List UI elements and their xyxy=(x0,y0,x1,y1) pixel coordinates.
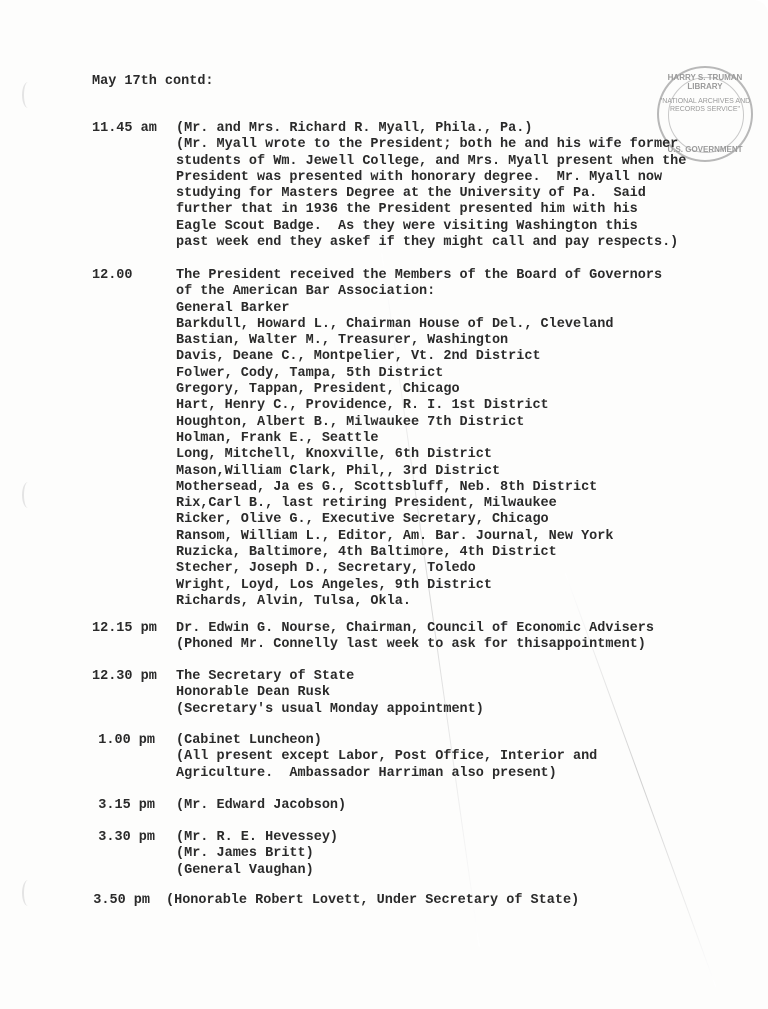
entry-line: (Phoned Mr. Connelly last week to ask for thisappointment) xyxy=(176,637,646,653)
punch-hole-mark xyxy=(22,880,34,906)
entry-line: (Mr. R. E. Hevessey) xyxy=(176,830,339,845)
entry-line: Eagle Scout Badge. As they were visiting Washington this xyxy=(176,218,638,234)
entry-line: Mason,William Clark, Phil,, 3rd District xyxy=(176,463,501,479)
entry-line: Hart, Henry C., Providence, R. I. 1st District xyxy=(176,398,549,414)
entry-line: (All present except Labor, Post Office, Interior and xyxy=(176,749,598,765)
entry-line: Barkdull, Howard L., Chairman House of Del., Cleveland xyxy=(176,316,614,332)
entry-line: Rix,Carl B., last retiring President, Milwaukee xyxy=(176,496,557,512)
entry-line: President was presented with honorary degree. Mr. Myall now xyxy=(176,169,663,185)
entry-line: Mothersead, Ja es G., Scottsbluff, Neb. 8th District xyxy=(176,479,598,495)
entry-line: Wright, Loyd, Los Angeles, 9th District xyxy=(176,577,492,593)
entry-line: Davis, Deane C., Montpelier, Vt. 2nd District xyxy=(176,349,541,365)
entry-line: (Mr. James Britt) xyxy=(176,846,314,862)
entry-time: 3.30 pm xyxy=(98,830,155,845)
entry-line: (General Vaughan) xyxy=(176,862,314,878)
entry-line: Stecher, Joseph D., Secretary, Toledo xyxy=(176,561,476,577)
entry-line: The President received the Members of the Board of Governors xyxy=(176,268,663,283)
entry-line: General Barker xyxy=(176,300,290,316)
entry-line: Holman, Frank E., Seattle xyxy=(176,430,379,446)
entry-line: Ransom, William L., Editor, Am. Bar. Journal, New York xyxy=(176,528,614,544)
entry-time: 12.15 pm xyxy=(92,621,157,636)
entry-line: Dr. Edwin G. Nourse, Chairman, Council of Economic Advisers xyxy=(176,621,654,636)
entry-time: 12.00 xyxy=(92,268,133,283)
entry-time: 12.30 pm xyxy=(92,669,157,684)
entry-line: Houghton, Albert B., Milwaukee 7th District xyxy=(176,414,525,430)
entry-time: 1.00 pm xyxy=(98,733,155,748)
entry-time: 3.50 pm xyxy=(93,893,150,908)
entry-line: of the American Bar Association: xyxy=(176,284,436,300)
entry-line: (Cabinet Luncheon) xyxy=(176,733,322,748)
entry-line: (Secretary's usual Monday appointment) xyxy=(176,701,484,717)
punch-hole-mark xyxy=(22,482,34,508)
stamp-bottom-text: U.S. GOVERNMENT xyxy=(667,145,743,154)
page-heading: May 17th contd: xyxy=(92,74,214,89)
entry-time: 11.45 am xyxy=(92,121,157,136)
entry-line: Gregory, Tappan, President, Chicago xyxy=(176,382,460,398)
entry-line: Ruzicka, Baltimore, 4th Baltimore, 4th District xyxy=(176,545,557,561)
entry-line: further that in 1936 the President presented him with his xyxy=(176,202,638,218)
entry-line: Long, Mitchell, Knoxville, 6th District xyxy=(176,447,492,463)
entry-time: 3.15 pm xyxy=(98,798,155,813)
entry-line: Agriculture. Ambassador Harriman also present) xyxy=(176,765,557,781)
entry-line: The Secretary of State xyxy=(176,669,355,684)
entry-line: Folwer, Cody, Tampa, 5th District xyxy=(176,365,444,381)
stamp-top-text: HARRY S. TRUMAN LIBRARY xyxy=(667,73,743,91)
entry-line: Ricker, Olive G., Executive Secretary, Chicago xyxy=(176,512,549,528)
entry-line: Honorable Dean Rusk xyxy=(176,685,330,701)
entry-line: (Mr. Myall wrote to the President; both he and his wife former xyxy=(176,137,679,153)
entry-line: (Honorable Robert Lovett, Under Secretary of State) xyxy=(166,893,580,908)
entry-line: past week end they askef if they might call and pay respects.) xyxy=(176,235,679,251)
entry-line: Bastian, Walter M., Treasurer, Washington xyxy=(176,333,509,349)
entry-line: Richards, Alvin, Tulsa, Okla. xyxy=(176,593,411,609)
entry-line: (Mr. Edward Jacobson) xyxy=(176,798,347,813)
entry-line: studying for Masters Degree at the University of Pa. Said xyxy=(176,186,646,202)
stamp-center-text: "NATIONAL ARCHIVES AND RECORDS SERVICE" xyxy=(659,98,751,113)
entry-line: students of Wm. Jewell College, and Mrs. Myall present when the xyxy=(176,153,687,169)
entry-line: (Mr. and Mrs. Richard R. Myall, Phila., Pa.) xyxy=(176,121,533,136)
punch-hole-mark xyxy=(22,82,34,108)
